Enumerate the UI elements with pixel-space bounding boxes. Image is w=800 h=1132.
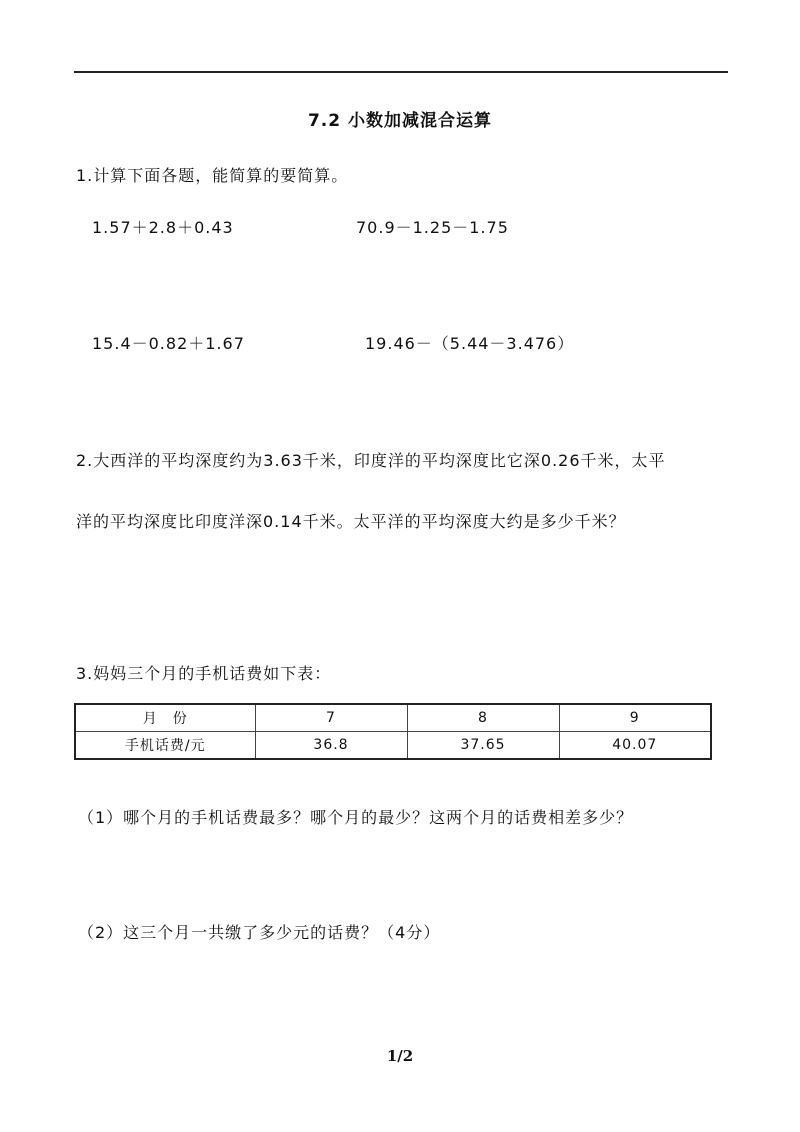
expression-3: 15.4－0.82＋1.67 [92,334,245,353]
question-3-prompt: 3.妈妈三个月的手机话费如下表： [76,664,332,683]
question-3-sub-1: （1）哪个月的手机话费最多？哪个月的最少？这两个月的话费相差多少？ [78,808,634,827]
expression-2: 70.9－1.25－1.75 [356,218,509,237]
table-cell: 月 份 [75,704,255,732]
table-cell: 9 [559,704,711,732]
table-cell: 8 [407,704,559,732]
header-rule [74,71,728,73]
table-cell: 37.65 [407,732,559,760]
page-number: 1/2 [386,1047,414,1065]
table-cell: 40.07 [559,732,711,760]
table-cell: 36.8 [255,732,407,760]
question-2-line-2: 洋的平均深度比印度洋深0.14千米。太平洋的平均深度大约是多少千米？ [76,512,626,531]
table-cell: 手机话费/元 [75,732,255,760]
expression-1: 1.57＋2.8＋0.43 [92,218,234,237]
table-row [75,732,711,760]
question-2-line-1: 2.大西洋的平均深度约为3.63千米，印度洋的平均深度比它深0.26千米，太平 [76,451,666,470]
page-title: 7.2 小数加减混合运算 [307,111,493,131]
question-3-sub-2: （2）这三个月一共缴了多少元的话费？（4分） [78,923,441,942]
expression-4: 19.46－（5.44－3.476） [365,334,575,353]
question-1-prompt: 1.计算下面各题，能简算的要简算。 [76,166,349,185]
phone-bill-table [74,703,712,760]
table-header-row [75,704,711,732]
table-cell: 7 [255,704,407,732]
